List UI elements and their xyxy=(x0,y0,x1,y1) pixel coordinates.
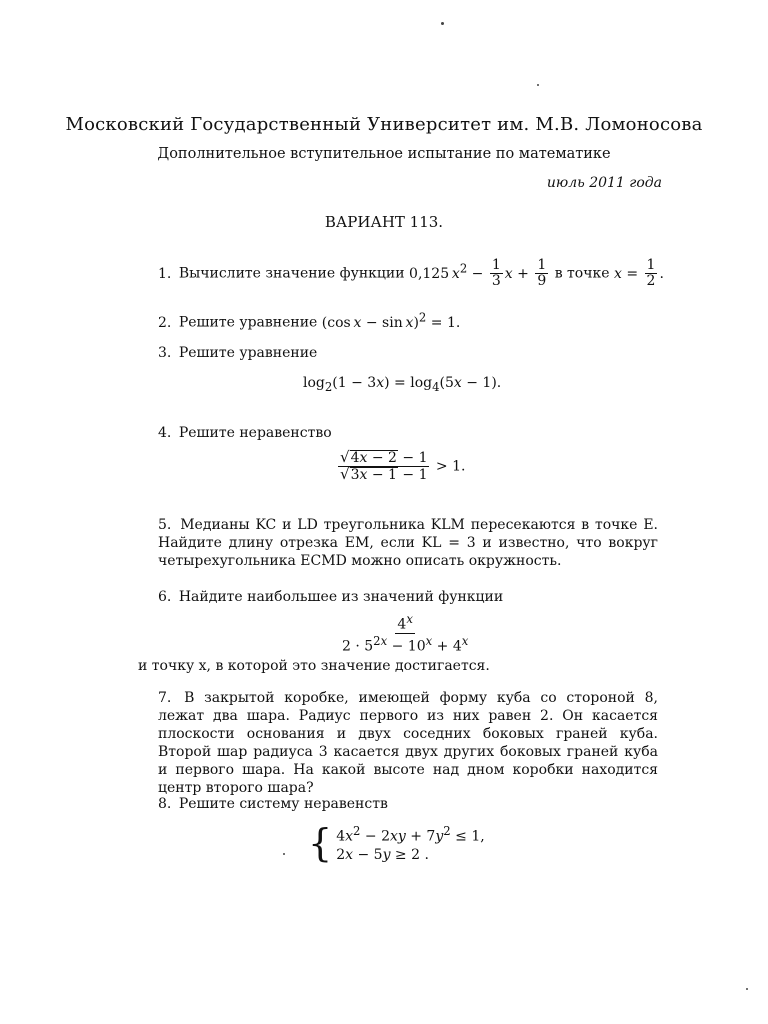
problem-text: Найдите наибольшее из значений функции xyxy=(178,589,504,605)
formula-display: $\log_2(1 - 3x) = \log_4(5x - 1)$. xyxy=(303,375,502,394)
problem-number: 3. xyxy=(158,345,172,361)
problem-6-tail: и точку x, в которой это значение достигается. xyxy=(138,658,490,674)
exam-subtitle: Дополнительное вступительное испытание по математике xyxy=(157,146,611,162)
scan-speck xyxy=(283,853,285,855)
problem-6 xyxy=(158,588,503,606)
formula: (cos x − sin x)$^2$ = 1. xyxy=(321,310,461,331)
left-brace: { xyxy=(308,820,333,865)
problem-number: 8. xyxy=(158,796,172,812)
problem-1 xyxy=(158,258,664,289)
problem-text: Решите неравенство xyxy=(178,425,332,441)
problem-text: Решите уравнение xyxy=(178,314,318,331)
scan-speck xyxy=(441,22,444,25)
scan-speck xyxy=(537,84,539,86)
system-formula: { $4x^2 - 2xy + 7y^2 \le 1$, 2x − 5y ≥ 2 . xyxy=(308,820,485,865)
formula-display: $\frac{4^x}{2 \cdot 5^{2x} - 10^x + 4^x}$ xyxy=(342,612,469,655)
formula-display: $\frac{√4x - 2 - 1}{√3x - 1 - 1}$ > 1. xyxy=(340,448,466,483)
problem-number: 6. xyxy=(158,589,172,605)
formula: x = $\frac{1}{2}$ . xyxy=(613,257,664,289)
problem-text-point: в точке xyxy=(554,265,610,282)
problem-text: Вычислите значение функции xyxy=(178,265,405,282)
university-title: Московский Государственный Университет им. М.В. Ломоносова xyxy=(65,114,703,135)
problem-number: 2. xyxy=(158,314,172,331)
variant-heading: ВАРИАНТ 113. xyxy=(324,213,444,231)
problem-text: Решите систему неравенств xyxy=(178,796,388,812)
formula: 0,125 $x^2$ − $\frac{1}{3}$ x + $\frac{1}{9}$ xyxy=(409,257,547,289)
problem-number: 4. xyxy=(158,425,172,441)
scan-speck xyxy=(746,988,748,990)
problem-2 xyxy=(158,308,460,332)
exam-date: июль 2011 года xyxy=(546,175,662,191)
problem-number: 1. xyxy=(158,265,172,282)
problem-3 xyxy=(158,344,317,362)
problem-8 xyxy=(158,795,388,813)
problem-text: В закрытой коробке, имеющей форму куба со стороной 8, лежат два шара. Радиус первого из них равен 2. Он касается плоскости основания и двух соседних боковых граней куба. Второй шар радиуса 3 касается двух других боковых граней куба и первого шара. На какой высоте над дном коробки находится центр второго шара? xyxy=(158,690,658,796)
problem-5 xyxy=(158,516,658,570)
problem-7 xyxy=(158,689,658,797)
problem-text: Медианы KC и LD треугольника KLM пересекаются в точке E. Найдите длину отрезка EM, если KL = 3 и известно, что вокруг четырехугольника ECMD можно описать окружность. xyxy=(158,517,658,569)
problem-number: 5. xyxy=(158,517,172,533)
problem-text: Решите уравнение xyxy=(178,345,318,361)
problem-4 xyxy=(158,424,332,442)
problem-number: 7. xyxy=(158,690,172,706)
